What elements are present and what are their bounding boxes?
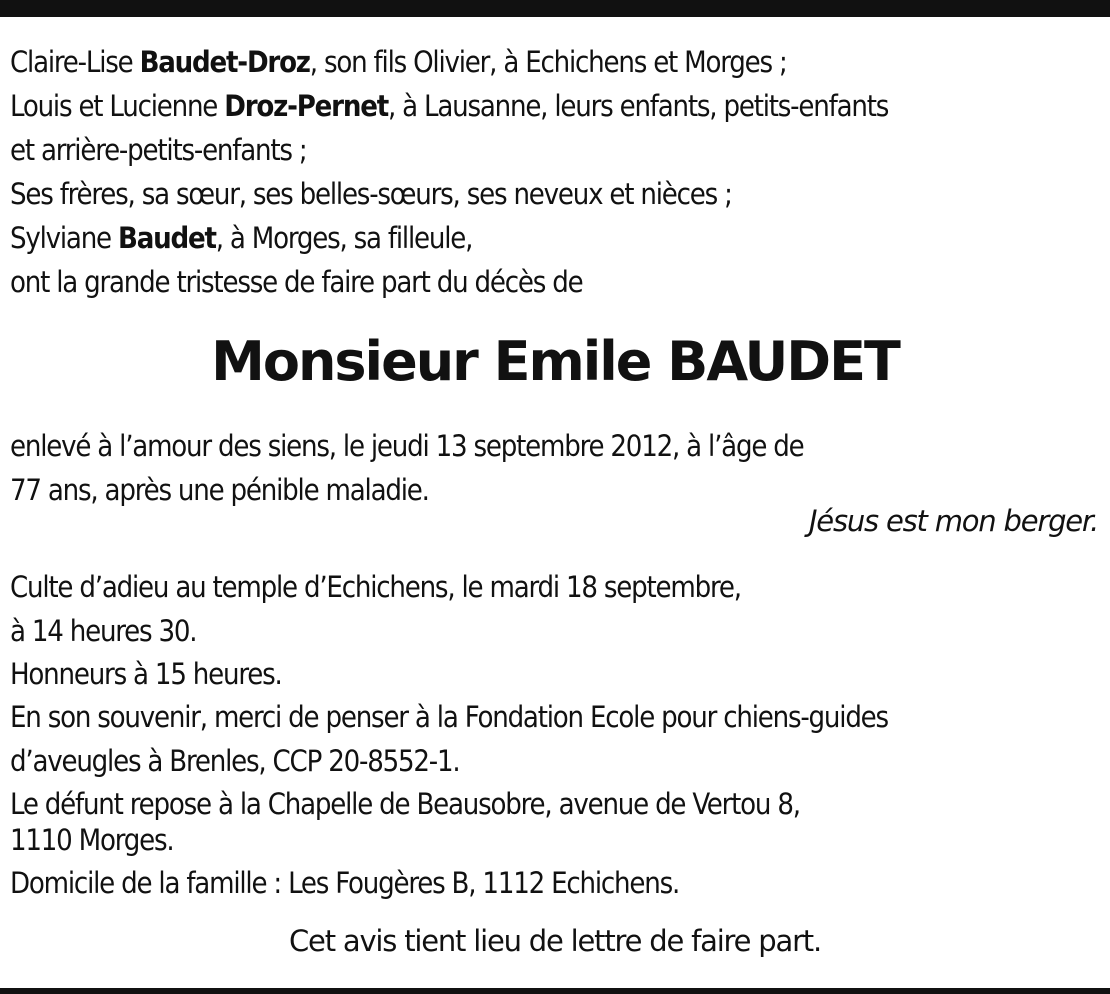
family-line-4: Ses frères, sa sœur, ses belles-sœurs, ses neveux et nièces ; (10, 177, 732, 211)
family-name-bold: Baudet-Droz (139, 45, 310, 79)
deceased-name-heading: Monsieur Emile BAUDET (211, 330, 899, 393)
passing-line-2: 77 ans, après une pénible maladie. (10, 473, 429, 507)
detail-line-1: Culte d’adieu au temple d’Echichens, le mardi 18 septembre, (10, 570, 741, 604)
detail-line-2: à 14 heures 30. (10, 614, 197, 648)
top-border-rule (0, 0, 1110, 17)
family-line-1: Claire-Lise Baudet-Droz, son fils Olivier, à Echichens et Morges ; (10, 45, 787, 79)
detail-line-8: Domicile de la famille : Les Fougères B, 1112 Echichens. (10, 866, 680, 900)
family-line-3: et arrière-petits-enfants ; (10, 133, 307, 167)
passing-line-1: enlevé à l’amour des siens, le jeudi 13 septembre 2012, à l’âge de (10, 429, 804, 463)
family-line-5: Sylviane Baudet, à Morges, sa filleule, (10, 221, 473, 255)
family-line-6: ont la grande tristesse de faire part du décès de (10, 265, 583, 299)
family-line-2: Louis et Lucienne Droz-Pernet, à Lausanne, leurs enfants, petits-enfants (10, 89, 889, 123)
family-name-bold: Baudet (118, 221, 216, 255)
detail-line-7: 1110 Morges. (10, 823, 174, 857)
bottom-border-rule (0, 988, 1110, 994)
footer-notice: Cet avis tient lieu de lettre de faire part. (289, 924, 821, 958)
detail-line-6: Le défunt repose à la Chapelle de Beausobre, avenue de Vertou 8, (10, 787, 800, 821)
detail-line-4: En son souvenir, merci de penser à la Fondation Ecole pour chiens-guides (10, 700, 888, 734)
family-name-bold: Droz-Pernet (224, 89, 388, 123)
motto-quote: Jésus est mon berger. (808, 504, 1098, 538)
detail-line-3: Honneurs à 15 heures. (10, 657, 282, 691)
detail-line-5: d’aveugles à Brenles, CCP 20-8552-1. (10, 744, 460, 778)
